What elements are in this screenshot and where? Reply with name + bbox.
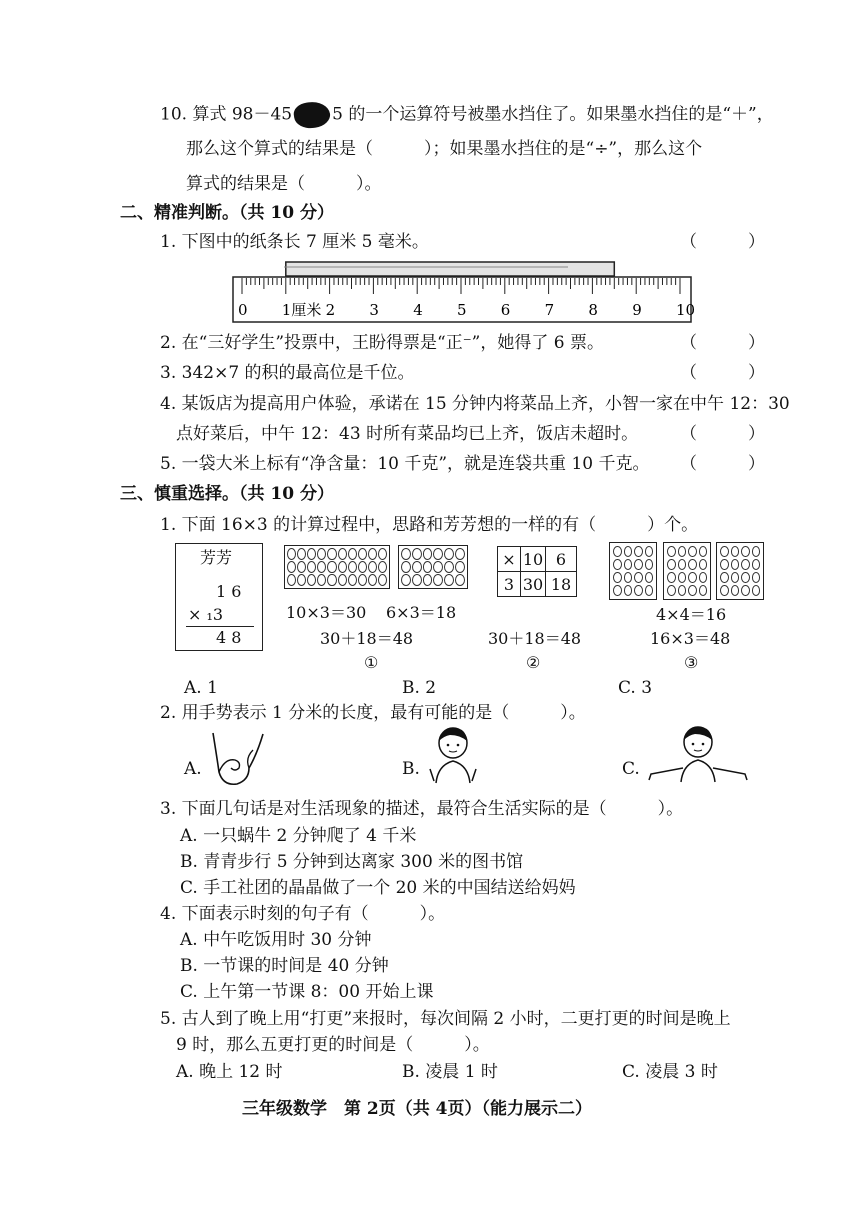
- s3-q1-option-a[interactable]: A. 1: [184, 678, 218, 698]
- grid-circle: [348, 561, 357, 573]
- grid-circle: [307, 574, 316, 586]
- grid-circle: [401, 561, 411, 573]
- grid-circle: [338, 548, 347, 560]
- s3-q2-text: 2. 用手势表示 1 分米的长度，最有可能的是（ ）。: [160, 703, 586, 723]
- s3-q4-option-c[interactable]: C. 上午第一节课 8：00 开始上课: [180, 982, 434, 1002]
- hand-gesture-icon: [205, 728, 265, 790]
- grid-circle: [423, 561, 433, 573]
- s3-q5-text2: 9 时，那么五更打更的时间是（ ）。: [176, 1035, 490, 1055]
- fangfang-row2: × ₁3: [188, 605, 224, 624]
- grid-circle: [634, 585, 643, 596]
- grid-circle: [358, 574, 367, 586]
- circle-grid-6x3: [398, 545, 468, 589]
- grid-circle: [624, 546, 633, 557]
- s3-q1-text: 1. 下面 16×3 的计算过程中，思路和芳芳想的一样的有（ ）个。: [160, 515, 699, 535]
- grid-circle: [613, 572, 622, 583]
- ruler-figure: [228, 257, 698, 329]
- grid-circle: [731, 585, 740, 596]
- grid-circle: [317, 548, 326, 560]
- s3-q3-option-c[interactable]: C. 手工社团的晶晶做了一个 20 米的中国结送给妈妈: [180, 878, 576, 898]
- grid-circle: [720, 559, 729, 570]
- grid-circle: [444, 574, 454, 586]
- grid-circle: [433, 548, 443, 560]
- child-wide-arms-icon: [643, 724, 753, 786]
- s3-q2-option-a[interactable]: A.: [184, 759, 202, 779]
- fig1-label: ①: [364, 653, 379, 672]
- grid-circle: [368, 574, 377, 586]
- q10-line2: 那么这个算式的结果是（ ）；如果墨水挡住的是“÷”，那么这个: [186, 139, 703, 159]
- ruler-label: 2: [325, 301, 336, 319]
- s2-q4-text: 4. 某饭店为提高用户体验，承诺在 15 分钟内将菜品上齐，小智一家在中午 12：30: [160, 394, 790, 414]
- grid-circle: [307, 561, 316, 573]
- grid-circle: [699, 572, 708, 583]
- grid-circle: [378, 561, 387, 573]
- grid-circle: [752, 585, 761, 596]
- grid-circle: [731, 559, 740, 570]
- s3-q5-option-c[interactable]: C. 凌晨 3 时: [622, 1062, 718, 1082]
- paper-strip: [286, 262, 615, 276]
- s2-q4-answer[interactable]: （ ）: [680, 424, 765, 444]
- grid-circle: [688, 559, 697, 570]
- grid-circle: [752, 546, 761, 557]
- grid-circle: [327, 561, 336, 573]
- grid-circle: [720, 572, 729, 583]
- s2-q1-answer[interactable]: （ ）: [680, 232, 765, 252]
- s3-q5-option-a[interactable]: A. 晚上 12 时: [176, 1062, 283, 1082]
- grid-circle: [287, 574, 296, 586]
- grid-circle: [720, 585, 729, 596]
- section3-title: 三、慎重选择。（共 10 分）: [120, 484, 334, 504]
- grid-circle: [731, 546, 740, 557]
- grid-circle: [752, 572, 761, 583]
- grid-circle: [455, 561, 465, 573]
- ruler-label: 5: [457, 301, 467, 319]
- grid-circle: [667, 572, 676, 583]
- ruler-label: 6: [500, 301, 511, 319]
- grid-circle: [307, 548, 316, 560]
- s3-q2-option-c[interactable]: C.: [622, 759, 640, 779]
- s3-q2-option-b[interactable]: B.: [402, 759, 420, 779]
- table-cell: 6: [546, 547, 577, 572]
- grid-circle: [678, 559, 687, 570]
- fangfang-line: [186, 626, 254, 627]
- table-cell: ×: [498, 547, 521, 572]
- ruler-label: 4: [413, 301, 423, 319]
- s3-q5-text: 5. 古人到了晚上用“打更”来报时，每次间隔 2 小时，二更打更的时间是晚上: [160, 1009, 731, 1029]
- grid-circle: [358, 548, 367, 560]
- grid-circle: [624, 585, 633, 596]
- q10-line1: [160, 102, 774, 128]
- grid-circle: [699, 585, 708, 596]
- table-cell: 3: [498, 572, 521, 597]
- grid-circle: [423, 574, 433, 586]
- grid-circle: [317, 561, 326, 573]
- grid-circle: [613, 585, 622, 596]
- s2-q2-text: 2. 在“三好学生”投票中，王盼得票是“正⁻”，她得了 6 票。: [160, 333, 604, 353]
- grid-circle: [634, 546, 643, 557]
- s2-q1-text: 1. 下图中的纸条长 7 厘米 5 毫米。: [160, 232, 429, 252]
- fig3-label: ③: [684, 653, 699, 672]
- grid-circle: [624, 559, 633, 570]
- grid-circle: [645, 585, 654, 596]
- circle-grid-4x4-b: [663, 542, 711, 600]
- s3-q1-option-b[interactable]: B. 2: [402, 678, 437, 698]
- fig3-eq1: 4×4＝16: [656, 605, 727, 624]
- grid-circle: [645, 546, 654, 557]
- grid-circle: [741, 572, 750, 583]
- grid-circle: [412, 561, 422, 573]
- grid-circle: [741, 559, 750, 570]
- circle-grid-4x4-a: [609, 542, 657, 600]
- ruler-label: 3: [369, 301, 379, 319]
- fangfang-row3: 4 8: [216, 628, 242, 647]
- grid-circle: [287, 548, 296, 560]
- grid-circle: [667, 585, 676, 596]
- ruler-label: 8: [588, 301, 598, 319]
- fig1-eq2: 6×3＝18: [386, 603, 457, 622]
- q10-line3: 算式的结果是（ ）。: [186, 174, 382, 194]
- grid-circle: [368, 561, 377, 573]
- table-cell: 30: [521, 572, 546, 597]
- grid-circle: [741, 585, 750, 596]
- grid-circle: [338, 574, 347, 586]
- ruler-label: 9: [632, 301, 642, 319]
- ink-blot-icon: [292, 100, 331, 131]
- grid-circle: [667, 559, 676, 570]
- fangfang-row1: 1 6: [216, 582, 242, 601]
- fangfang-name: 芳芳: [200, 548, 233, 567]
- grid-circle: [678, 585, 687, 596]
- s3-q4-option-a[interactable]: A. 中午吃饭用时 30 分钟: [180, 930, 372, 950]
- section2-title: 二、精准判断。（共 10 分）: [120, 203, 334, 223]
- fangfang-box: [175, 543, 263, 651]
- grid-circle: [338, 561, 347, 573]
- s3-q4-option-b[interactable]: B. 一节课的时间是 40 分钟: [180, 956, 389, 976]
- grid-circle: [678, 546, 687, 557]
- grid-circle: [688, 572, 697, 583]
- ruler-label: 10: [676, 301, 696, 319]
- s3-q3-option-a[interactable]: A. 一只蜗牛 2 分钟爬了 4 千米: [180, 826, 417, 846]
- fig2-eq: 30＋18＝48: [488, 629, 582, 648]
- table-cell: 10: [521, 547, 546, 572]
- s2-q4-text2: 点好菜后，中午 12：43 时所有菜品均已上齐，饭店未超时。: [176, 424, 639, 444]
- circle-grid-4x4-c: [716, 542, 764, 600]
- q10-line1-b: 5 的一个运算符号被墨水挡住了。如果墨水挡住的是“＋”，: [332, 104, 774, 125]
- grid-circle: [423, 548, 433, 560]
- grid-circle: [688, 585, 697, 596]
- grid-circle: [752, 559, 761, 570]
- grid-circle: [731, 572, 740, 583]
- grid-circle: [368, 548, 377, 560]
- grid-circle: [444, 548, 454, 560]
- grid-circle: [297, 561, 306, 573]
- grid-circle: [634, 572, 643, 583]
- grid-circle: [433, 561, 443, 573]
- s3-q1-option-c[interactable]: C. 3: [618, 678, 653, 698]
- grid-circle: [624, 572, 633, 583]
- s2-q3-text: 3. 342×7 的积的最高位是千位。: [160, 363, 415, 383]
- fig1-eq1: 10×3＝30: [286, 603, 367, 622]
- grid-circle: [645, 572, 654, 583]
- s2-q2-answer[interactable]: （ ）: [680, 333, 765, 353]
- fig1-eq3: 30＋18＝48: [320, 629, 414, 648]
- grid-circle: [297, 548, 306, 560]
- grid-circle: [688, 546, 697, 557]
- grid-circle: [317, 574, 326, 586]
- area-model-table: [497, 546, 577, 597]
- grid-circle: [613, 559, 622, 570]
- grid-circle: [412, 548, 422, 560]
- grid-circle: [327, 574, 336, 586]
- grid-circle: [378, 574, 387, 586]
- ruler-label: 0: [238, 301, 248, 319]
- ruler-label: 7: [544, 301, 555, 319]
- table-cell: 18: [546, 572, 577, 597]
- page-footer: 三年级数学 第 2页（共 4页）（能力展示二）: [242, 1099, 592, 1119]
- grid-circle: [348, 548, 357, 560]
- grid-circle: [699, 546, 708, 557]
- grid-circle: [358, 561, 367, 573]
- child-small-gesture-icon: [420, 725, 486, 787]
- grid-circle: [401, 574, 411, 586]
- fig2-label: ②: [526, 653, 541, 672]
- grid-circle: [433, 574, 443, 586]
- grid-circle: [667, 546, 676, 557]
- s3-q5-option-b[interactable]: B. 凌晨 1 时: [402, 1062, 498, 1082]
- grid-circle: [455, 574, 465, 586]
- grid-circle: [613, 546, 622, 557]
- s3-q3-text: 3. 下面几句话是对生活现象的描述，最符合生活实际的是（ ）。: [160, 799, 684, 819]
- fig3-eq2: 16×3＝48: [650, 629, 731, 648]
- s3-q4-text: 4. 下面表示时刻的句子有（ ）。: [160, 904, 446, 924]
- grid-circle: [444, 561, 454, 573]
- s2-q5-answer[interactable]: （ ）: [680, 454, 765, 474]
- s3-q3-option-b[interactable]: B. 青青步行 5 分钟到达离家 300 米的图书馆: [180, 852, 524, 872]
- s2-q3-answer[interactable]: （ ）: [680, 363, 765, 383]
- grid-circle: [634, 559, 643, 570]
- grid-circle: [348, 574, 357, 586]
- grid-circle: [455, 548, 465, 560]
- grid-circle: [401, 548, 411, 560]
- circle-grid-10x3: [284, 545, 390, 589]
- grid-circle: [741, 546, 750, 557]
- grid-circle: [378, 548, 387, 560]
- grid-circle: [297, 574, 306, 586]
- grid-circle: [699, 559, 708, 570]
- ruler-label: 1厘米: [281, 301, 322, 319]
- s2-q5-text: 5. 一袋大米上标有“净含量：10 千克”，就是连袋共重 10 千克。: [160, 454, 650, 474]
- grid-circle: [327, 548, 336, 560]
- grid-circle: [287, 561, 296, 573]
- grid-circle: [720, 546, 729, 557]
- grid-circle: [412, 574, 422, 586]
- grid-circle: [645, 559, 654, 570]
- q10-line1-a: 10. 算式 98－45: [160, 104, 293, 125]
- grid-circle: [678, 572, 687, 583]
